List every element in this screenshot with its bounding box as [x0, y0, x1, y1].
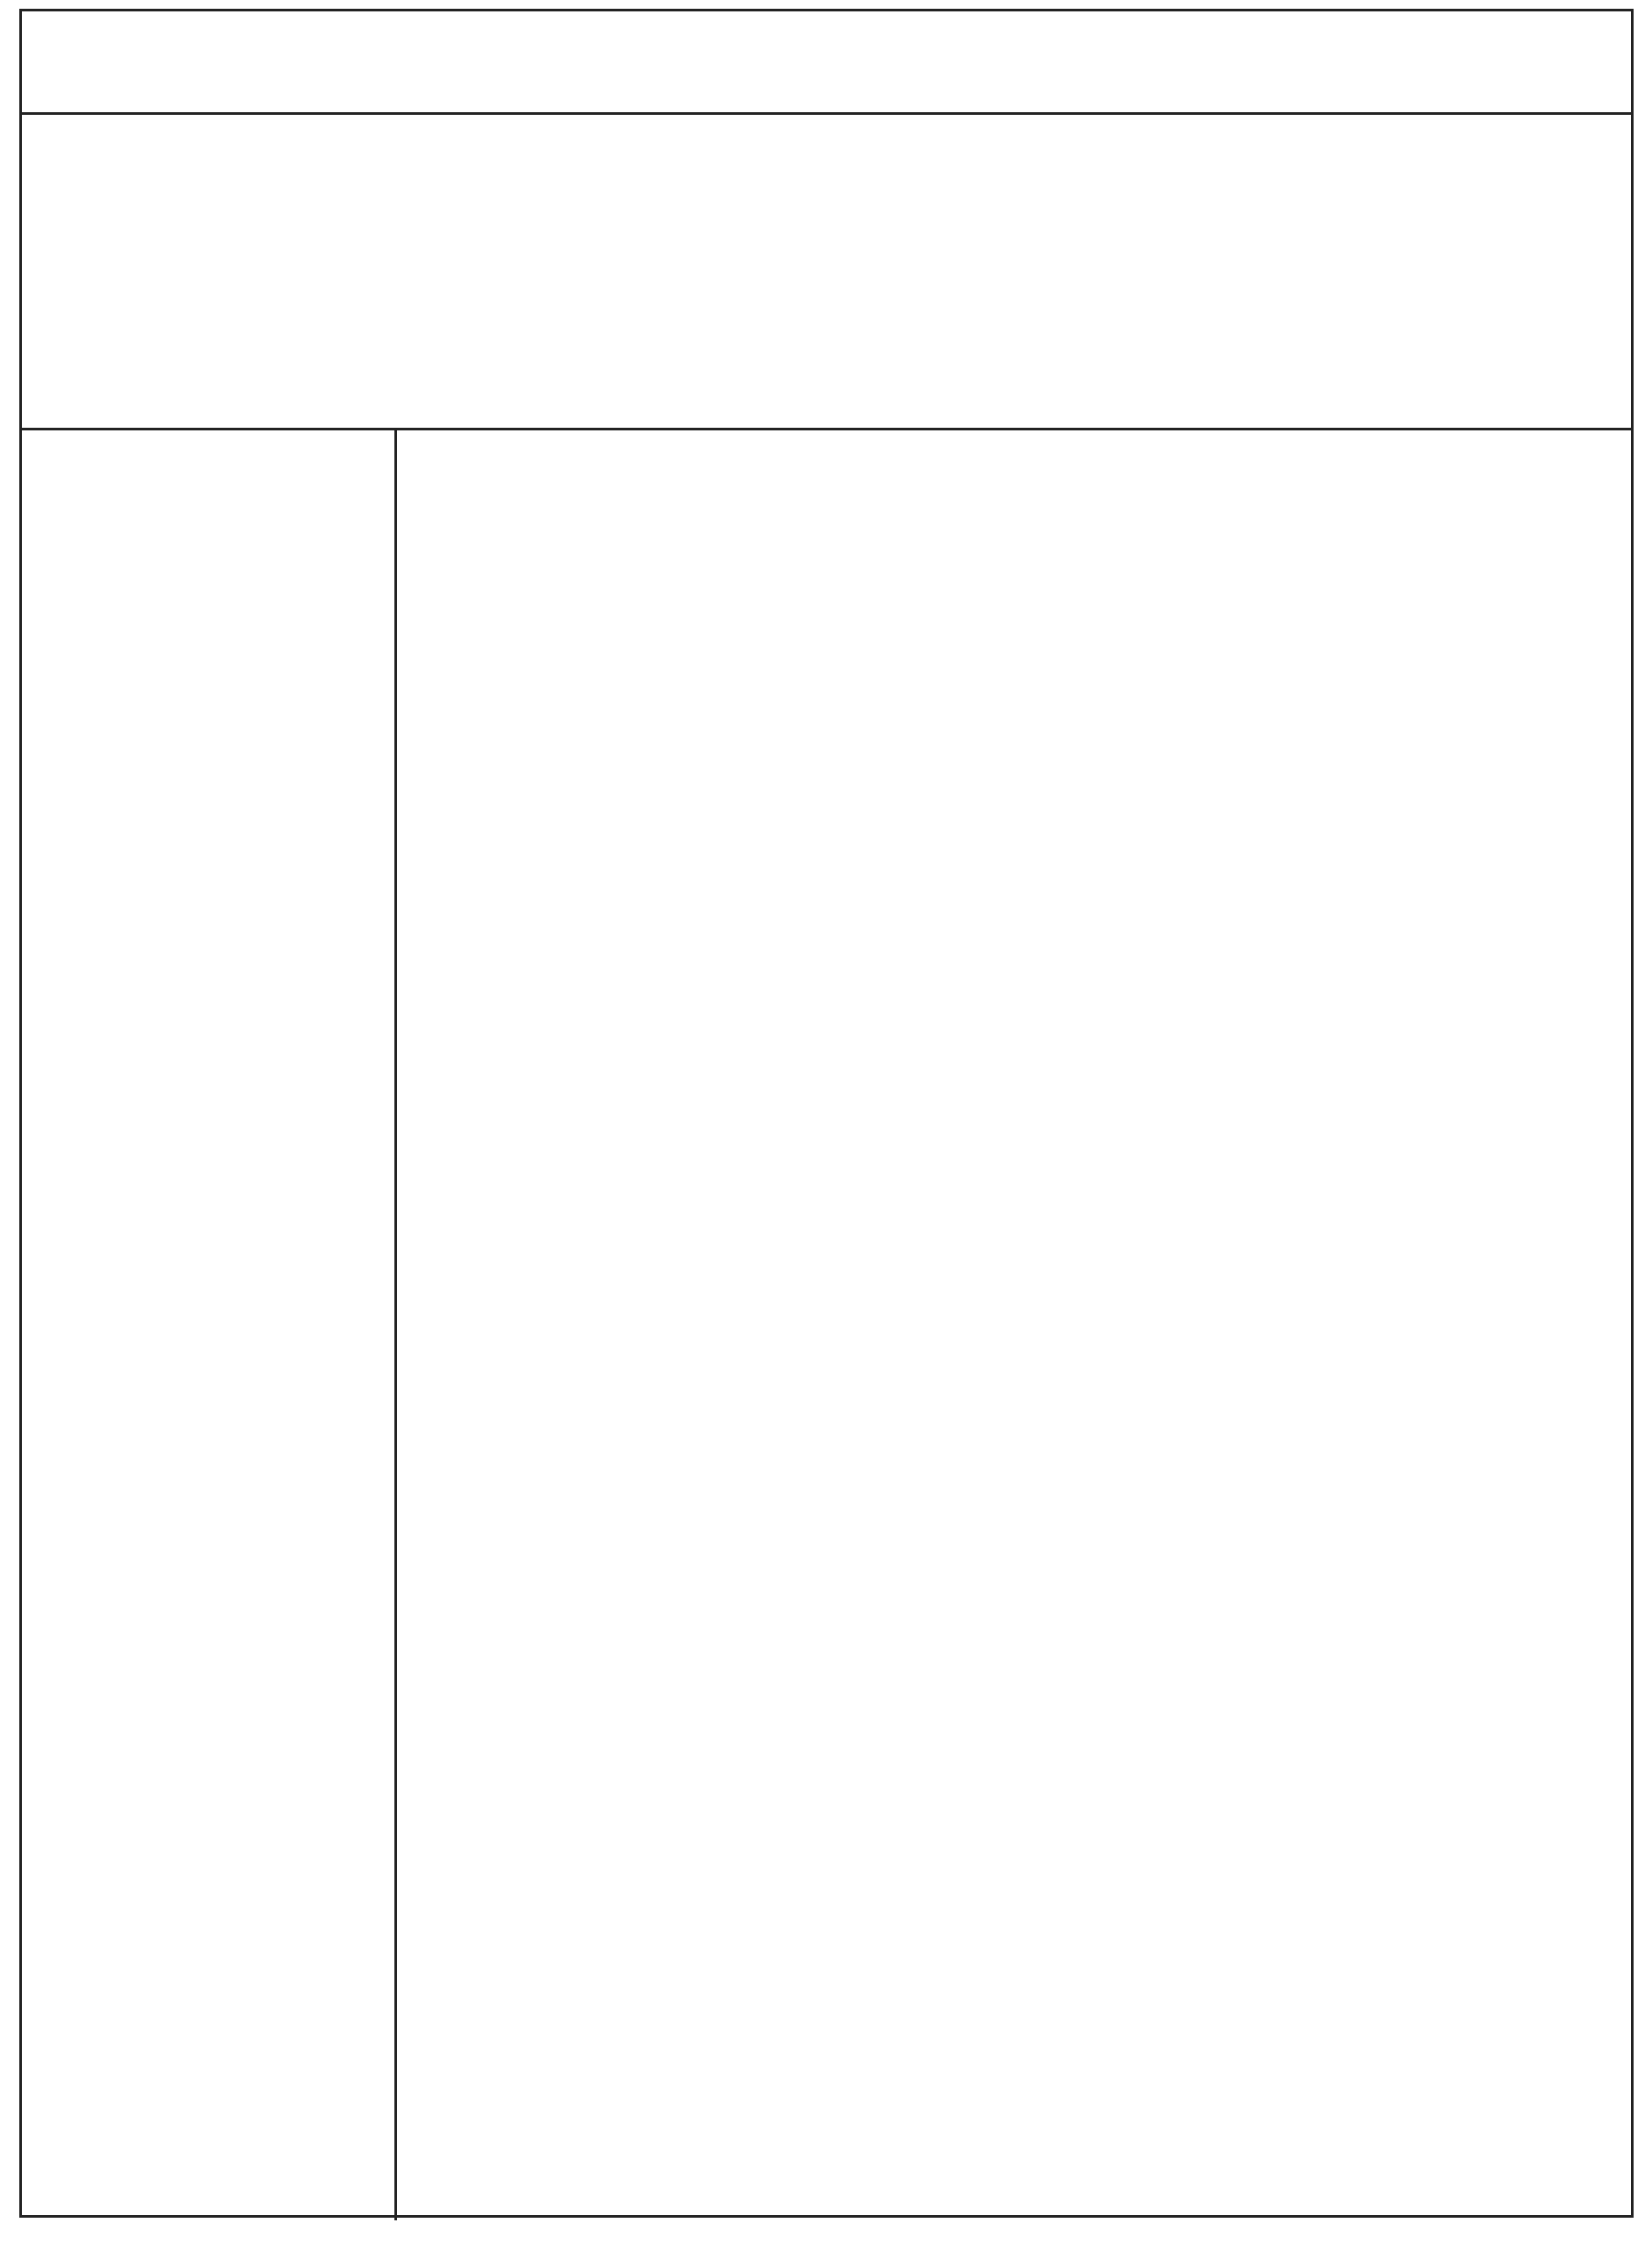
- intro-section: [22, 112, 1631, 430]
- survey-form: [19, 9, 1634, 2218]
- rating-grid: [22, 428, 1631, 2220]
- column-divider: [394, 428, 397, 2220]
- form-title: [22, 11, 1631, 115]
